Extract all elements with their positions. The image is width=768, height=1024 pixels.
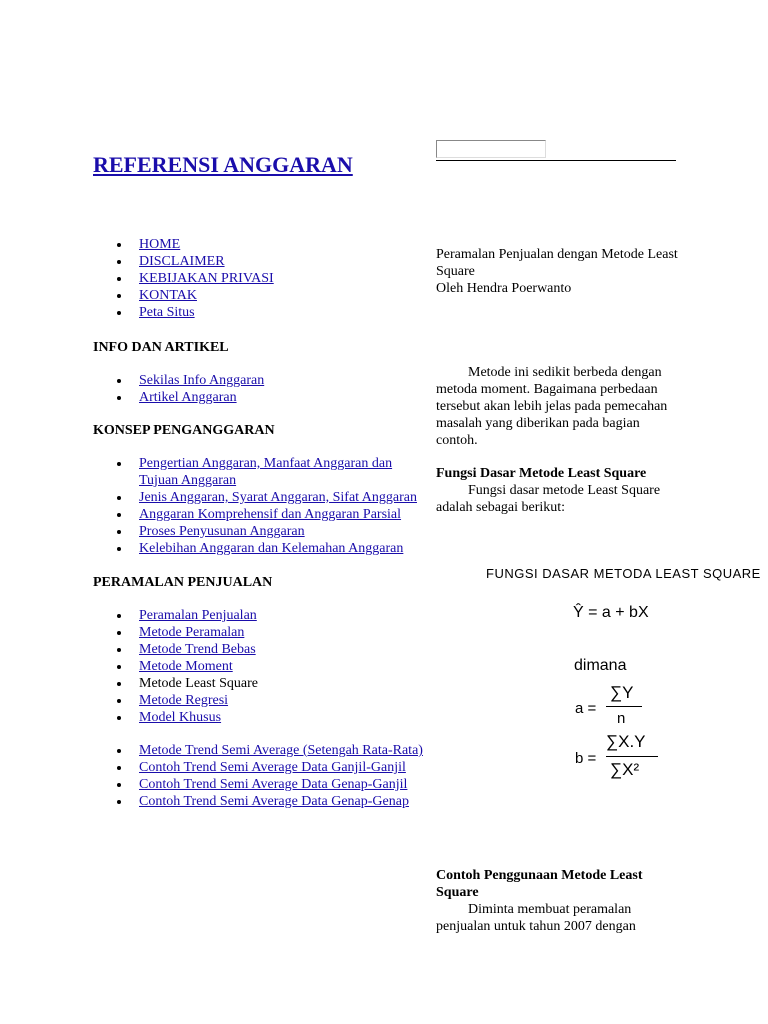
nav-item[interactable]: Contoh Trend Semi Average Data Genap-Genap bbox=[93, 793, 423, 810]
info-nav bbox=[93, 372, 433, 406]
nav-item[interactable]: Contoh Trend Semi Average Data Genap-Ganjil bbox=[93, 776, 423, 793]
formula-image bbox=[440, 566, 761, 796]
contoh-heading: Contoh Penggunaan Metode Least Square bbox=[436, 868, 643, 900]
fungsi-heading: Fungsi Dasar Metode Least Square bbox=[436, 466, 647, 481]
formula-b-denominator: ∑X² bbox=[610, 760, 640, 779]
contoh-paragraph: Diminta membuat peramalan penjualan untuk tahun 2007 dengan bbox=[436, 902, 636, 934]
contoh-section bbox=[436, 867, 681, 935]
formula-title: FUNGSI DASAR METODA LEAST SQUARE bbox=[486, 566, 761, 581]
section-heading-konsep: KONSEP PENGANGGARAN bbox=[93, 423, 275, 438]
fungsi-paragraph: Fungsi dasar metode Least Square adalah sebagai berikut: bbox=[436, 483, 661, 515]
intro-paragraph: Metode ini sedikit berbeda dengan metoda moment. Bagaimana perbedaan tersebut akan lebih jelas pada pemecahan masalah yang diberikan pada bagian contoh. bbox=[436, 365, 668, 448]
formula-equation: Ŷ = a + bX bbox=[573, 604, 649, 621]
nav-item[interactable]: Metode Trend Semi Average (Setengah Rata-Rata) bbox=[93, 742, 423, 759]
article-header bbox=[436, 246, 681, 297]
semi-average-nav bbox=[93, 742, 423, 810]
nav-item[interactable]: Artikel Anggaran bbox=[93, 389, 433, 406]
nav-item-home[interactable]: HOME bbox=[93, 236, 433, 253]
nav-item[interactable]: Anggaran Komprehensif dan Anggaran Parsial bbox=[93, 506, 433, 523]
nav-item-disclaimer[interactable]: DISCLAIMER bbox=[93, 253, 433, 270]
nav-item[interactable]: Metode Moment bbox=[93, 658, 433, 675]
article-intro bbox=[436, 364, 681, 449]
nav-item-kebijakan-privasi[interactable]: KEBIJAKAN PRIVASI bbox=[93, 270, 433, 287]
nav-item[interactable]: Pengertian Anggaran, Manfaat Anggaran dan Tujuan Anggaran bbox=[93, 455, 433, 489]
fraction-line bbox=[606, 756, 658, 757]
formula-dimana: dimana bbox=[574, 657, 627, 674]
formula-b-lhs: b = bbox=[575, 750, 597, 767]
nav-item[interactable]: Sekilas Info Anggaran bbox=[93, 372, 433, 389]
nav-item-peta-situs[interactable]: Peta Situs bbox=[93, 304, 433, 321]
fungsi-section bbox=[436, 465, 681, 516]
nav-item[interactable]: Metode Trend Bebas bbox=[93, 641, 433, 658]
formula-a-numerator: ∑Y bbox=[610, 683, 634, 702]
article-title: Peramalan Penjualan dengan Metode Least Square bbox=[436, 247, 678, 279]
sidebar bbox=[93, 236, 433, 810]
konsep-nav bbox=[93, 455, 433, 557]
fraction-line bbox=[606, 706, 642, 707]
formula-a-lhs: a = bbox=[575, 700, 597, 717]
section-heading-peramalan: PERAMALAN PENJUALAN bbox=[93, 575, 273, 590]
formula-a-denominator: n bbox=[617, 710, 626, 727]
nav-item[interactable]: Peramalan Penjualan bbox=[93, 607, 433, 624]
nav-item-kontak[interactable]: KONTAK bbox=[93, 287, 433, 304]
search-input[interactable] bbox=[436, 140, 546, 158]
nav-item[interactable]: Jenis Anggaran, Syarat Anggaran, Sifat Anggaran bbox=[93, 489, 433, 506]
divider bbox=[436, 160, 676, 161]
section-heading-info: INFO DAN ARTIKEL bbox=[93, 340, 229, 355]
site-title[interactable]: REFERENSI ANGGARAN bbox=[93, 152, 353, 177]
nav-item-current: Metode Least Square bbox=[93, 675, 433, 692]
nav-item[interactable]: Model Khusus bbox=[93, 709, 433, 726]
formula-b-numerator: ∑X.Y bbox=[606, 732, 646, 751]
nav-item[interactable]: Kelebihan Anggaran dan Kelemahan Anggaran bbox=[93, 540, 433, 557]
peramalan-nav bbox=[93, 607, 433, 726]
nav-item[interactable]: Metode Peramalan bbox=[93, 624, 433, 641]
nav-item[interactable]: Contoh Trend Semi Average Data Ganjil-Ganjil bbox=[93, 759, 423, 776]
nav-item[interactable]: Metode Regresi bbox=[93, 692, 433, 709]
main-nav bbox=[93, 236, 433, 321]
nav-item[interactable]: Proses Penyusunan Anggaran bbox=[93, 523, 433, 540]
article-author: Oleh Hendra Poerwanto bbox=[436, 281, 572, 296]
